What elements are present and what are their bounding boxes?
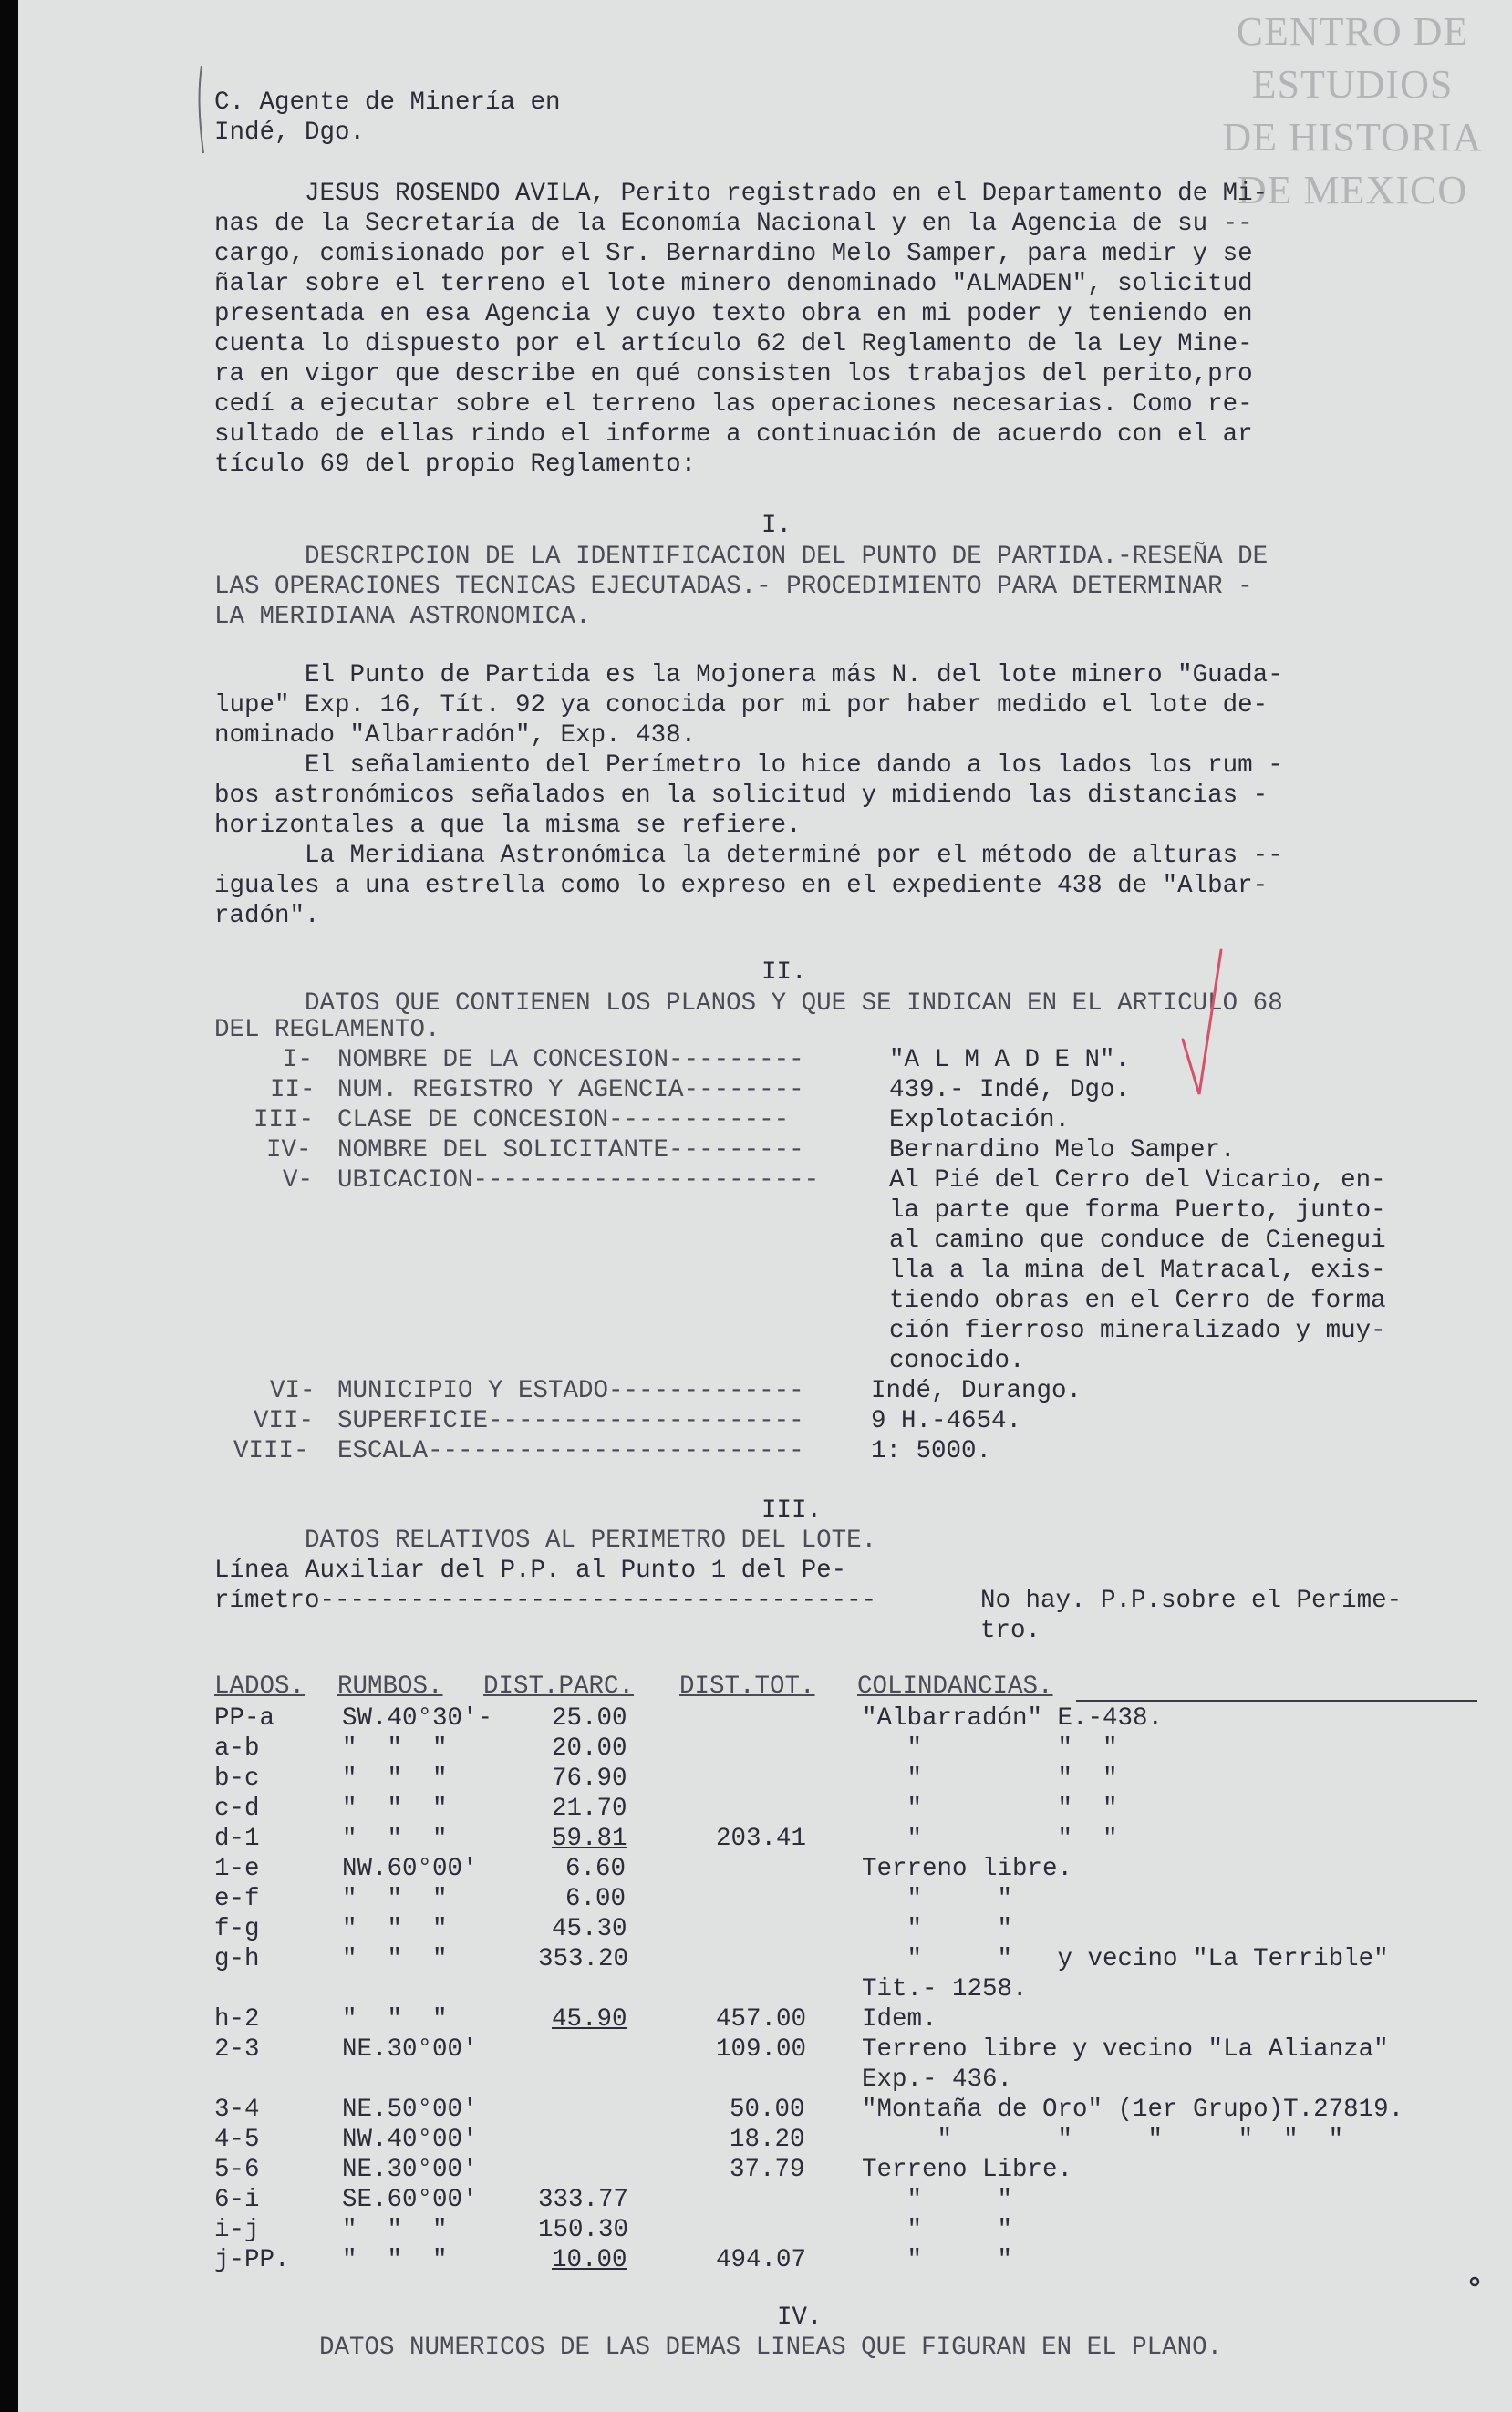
item-value: al camino que conduce de Cienegui: [889, 1227, 1386, 1255]
cell-parc: 10.00: [552, 2246, 627, 2274]
table-header-rumbos: RUMBOS.: [337, 1672, 443, 1701]
cell-rumbo: " " ": [342, 1795, 448, 1823]
cell-rumbo: " " ": [342, 1734, 448, 1763]
intro-line: cuenta lo dispuesto por el artículo 62 del Reglamento de la Ley Mine-: [214, 330, 1253, 358]
section-heading: DEL REGLAMENTO.: [214, 1016, 440, 1044]
table-header-dist-parc: DIST.PARC.: [483, 1672, 635, 1701]
intro-line: cedí a ejecutar sobre el terreno las operaciones necesarias. Como re-: [214, 390, 1253, 419]
cell-parc: 25.00: [552, 1704, 627, 1733]
section-heading: DATOS NUMERICOS DE LAS DEMAS LINEAS QUE FIGURAN EN EL PLANO.: [319, 2334, 1223, 2362]
section-number: III.: [761, 1496, 823, 1525]
cell-parc: 45.90: [552, 2005, 627, 2034]
cell-lado: d-1: [214, 1825, 260, 1853]
item-value: ción fierroso mineralizado y muy-: [889, 1317, 1386, 1345]
cell-colindancia: " " y vecino "La Terrible": [862, 1945, 1389, 1973]
cell-rumbo: NW.40°00': [342, 2126, 478, 2154]
cell-parc: 21.70: [552, 1795, 627, 1823]
cell-rumbo: " " ": [342, 2246, 448, 2274]
table-header-dist-tot: DIST.TOT.: [679, 1672, 815, 1701]
cell-lado: 6-i: [214, 2186, 260, 2214]
item-value: la parte que forma Puerto, junto-: [889, 1196, 1386, 1225]
watermark-line: DE MEXICO: [1237, 168, 1468, 212]
section-number: II.: [761, 958, 807, 987]
cell-tot: 109.00: [716, 2035, 807, 2064]
table-header-lados: LADOS.: [214, 1672, 306, 1701]
intro-line: ra en vigor que describe en qué consisten los trabajos del perito,pro: [214, 360, 1253, 388]
cell-lado: 5-6: [214, 2156, 260, 2184]
intro-line: ñalar sobre el terreno el lote minero denominado "ALMADEN", solicitud: [214, 270, 1253, 298]
cell-colindancia: " ": [862, 2186, 1013, 2214]
cell-lado: a-b: [214, 1734, 260, 1763]
section-heading: DATOS QUE CONTIENEN LOS PLANOS Y QUE SE INDICAN EN EL ARTICULO 68: [214, 989, 1283, 1018]
section-body-line: iguales a una estrella como lo expreso en el expediente 438 de "Albar-: [214, 872, 1269, 900]
cell-rumbo: " " ": [342, 1915, 448, 1943]
item-value: 1: 5000.: [871, 1437, 992, 1465]
item-number: III-: [254, 1106, 315, 1134]
item-number: I-: [283, 1046, 314, 1074]
cell-colindancia: Terreno libre y vecino "La Alianza": [862, 2035, 1389, 2064]
address-line-1: C. Agente de Minería en: [214, 88, 561, 117]
cell-colindancia: " ": [862, 1885, 1013, 1913]
cell-rumbo: " " ": [342, 2005, 448, 2034]
item-number: IV-: [266, 1136, 312, 1165]
cell-colindancia: " ": [862, 2246, 1013, 2274]
cell-lado: PP-a: [214, 1704, 275, 1733]
cell-colindancia: Tit.- 1258.: [862, 1975, 1028, 2003]
cell-rumbo: NE.30°00': [342, 2035, 478, 2064]
section-body-line: nominado "Albarradón", Exp. 438.: [214, 721, 697, 750]
item-value: Bernardino Melo Samper.: [889, 1136, 1236, 1165]
cell-lado: c-d: [214, 1795, 260, 1823]
section-body-line: bos astronómicos señalados en la solicitud y midiendo las distancias -: [214, 782, 1269, 810]
section-heading: LA MERIDIANA ASTRONOMICA.: [214, 603, 591, 631]
cell-parc: 20.00: [552, 1734, 627, 1763]
cell-colindancia: " " ": [862, 1734, 1118, 1763]
cell-tot: 50.00: [730, 2096, 805, 2124]
intro-line: nas de la Secretaría de la Economía Nacional y en la Agencia de su --: [214, 210, 1253, 238]
margin-mark-icon: [196, 64, 211, 155]
margin-dot-icon: [1468, 2275, 1481, 2288]
section-body-line: horizontales a que la misma se refiere.: [214, 812, 802, 840]
item-label: NOMBRE DE LA CONCESION---------: [337, 1046, 804, 1074]
cell-rumbo: " " ": [342, 1825, 448, 1853]
item-number: VII-: [254, 1407, 315, 1435]
section-number: IV.: [777, 2303, 823, 2332]
cell-rumbo: " " ": [342, 1945, 448, 1973]
section-number: I.: [761, 512, 792, 540]
cell-tot: 203.41: [716, 1825, 807, 1853]
item-label: NOMBRE DEL SOLICITANTE---------: [337, 1136, 804, 1165]
cell-rumbo: SE.60°00': [342, 2186, 478, 2214]
red-check-mark-icon: [1181, 948, 1227, 1103]
cell-rumbo: NE.50°00': [342, 2096, 478, 2124]
item-number: VI-: [270, 1377, 316, 1405]
item-value: 439.- Indé, Dgo.: [889, 1076, 1131, 1104]
address-line-2: Indé, Dgo.: [214, 119, 366, 147]
item-number: VIII-: [233, 1437, 309, 1465]
item-value: "A L M A D E N".: [889, 1046, 1131, 1074]
cell-parc: 333.77: [538, 2186, 629, 2214]
item-label: SUPERFICIE---------------------: [337, 1407, 804, 1435]
section-body-line: La Meridiana Astronómica la determiné por el método de alturas --: [214, 842, 1283, 870]
cell-rumbo: " " ": [342, 1885, 448, 1913]
cell-colindancia: "Montaña de Oro" (1er Grupo)T.27819.: [862, 2096, 1404, 2124]
intro-line: cargo, comisionado por el Sr. Bernardino Melo Samper, para medir y se: [214, 240, 1253, 268]
cell-lado: 4-5: [214, 2126, 260, 2154]
intro-line: JESUS ROSENDO AVILA, Perito registrado en el Departamento de Mi-: [214, 180, 1269, 208]
cell-colindancia: " " " " " ": [862, 2126, 1344, 2154]
item-value: Explotación.: [889, 1106, 1071, 1134]
cell-colindancia: "Albarradón" E.-438.: [862, 1704, 1164, 1733]
cell-rumbo: " " ": [342, 1765, 448, 1793]
cell-tot: 37.79: [730, 2156, 805, 2184]
intro-line: presentada en esa Agencia y cuyo texto obra en mi poder y teniendo en: [214, 300, 1253, 328]
cell-parc: 6.00: [565, 1885, 627, 1913]
item-number: II-: [270, 1076, 316, 1104]
cell-lado: e-f: [214, 1885, 260, 1913]
item-value: 9 H.-4654.: [871, 1407, 1022, 1435]
cell-colindancia: " " ": [862, 1825, 1118, 1853]
cell-colindancia: Exp.- 436.: [862, 2065, 1013, 2094]
watermark-line: ESTUDIOS: [1251, 62, 1454, 107]
section-heading: LAS OPERACIONES TECNICAS EJECUTADAS.- PROCEDIMIENTO PARA DETERMINAR -: [214, 573, 1253, 601]
watermark-line: DE HISTORIA: [1222, 115, 1483, 160]
cell-rumbo: NE.30°00': [342, 2156, 478, 2184]
item-value: Indé, Durango.: [871, 1377, 1082, 1405]
cell-parc: 59.81: [552, 1825, 627, 1853]
cell-lado: f-g: [214, 1915, 260, 1943]
cell-parc: 353.20: [538, 1945, 629, 1973]
item-number: V-: [283, 1166, 314, 1195]
item-label: CLASE DE CONCESION------------: [337, 1106, 790, 1134]
cell-lado: g-h: [214, 1945, 260, 1973]
cell-parc: 150.30: [538, 2216, 629, 2244]
cell-lado: i-j: [214, 2216, 260, 2244]
cell-tot: 494.07: [716, 2246, 807, 2274]
cell-colindancia: Terreno libre.: [862, 1855, 1073, 1883]
section-heading: DESCRIPCION DE LA IDENTIFICACION DEL PUNTO DE PARTIDA.-RESEÑA DE: [214, 543, 1269, 571]
aux-line-value: No hay. P.P.sobre el Períme-: [980, 1587, 1403, 1615]
item-label: NUM. REGISTRO Y AGENCIA--------: [337, 1076, 804, 1104]
cell-rumbo: " " ": [342, 2216, 448, 2244]
aux-line-label: Línea Auxiliar del P.P. al Punto 1 del Pe-: [214, 1557, 847, 1585]
cell-lado: h-2: [214, 2005, 260, 2034]
cell-lado: j-PP.: [214, 2246, 290, 2274]
cell-lado: 2-3: [214, 2035, 260, 2064]
intro-line: sultado de ellas rindo el informe a continuación de acuerdo con el ar: [214, 420, 1253, 449]
aux-line-value: tro.: [980, 1617, 1041, 1645]
section-heading: DATOS RELATIVOS AL PERIMETRO DEL LOTE.: [214, 1527, 877, 1555]
section-body-line: lupe" Exp. 16, Tít. 92 ya conocida por mi por haber medido el lote de-: [214, 691, 1269, 719]
cell-lado: b-c: [214, 1765, 260, 1793]
cell-parc: 6.60: [565, 1855, 627, 1883]
cell-parc: 76.90: [552, 1765, 627, 1793]
item-value: tiendo obras en el Cerro de forma: [889, 1287, 1386, 1315]
cell-colindancia: Idem.: [862, 2005, 937, 2034]
table-header-colindancias: COLINDANCIAS.: [857, 1672, 1053, 1701]
item-value: lla a la mina del Matracal, exis-: [889, 1257, 1386, 1285]
cell-colindancia: " ": [862, 2216, 1013, 2244]
section-body-line: radón".: [214, 902, 320, 930]
item-value: conocido.: [889, 1347, 1025, 1375]
item-label: UBICACION-----------------------: [337, 1166, 820, 1195]
document-page: [18, 0, 1512, 2412]
cell-rumbo: SW.40°30'-: [342, 1704, 493, 1733]
section-body-line: El señalamiento del Perímetro lo hice dando a los lados los rum -: [214, 751, 1283, 780]
cell-lado: 3-4: [214, 2096, 260, 2124]
cell-lado: 1-e: [214, 1855, 260, 1883]
cell-tot: 18.20: [730, 2126, 805, 2154]
cell-colindancia: " " ": [862, 1795, 1118, 1823]
item-label: MUNICIPIO Y ESTADO-------------: [337, 1377, 804, 1405]
cell-tot: 457.00: [716, 2005, 807, 2034]
item-label: ESCALA-------------------------: [337, 1437, 804, 1465]
cell-parc: 45.30: [552, 1915, 627, 1943]
cell-colindancia: " ": [862, 1915, 1013, 1943]
cell-colindancia: " " ": [862, 1765, 1118, 1793]
header-underline: [1076, 1700, 1477, 1702]
aux-line-label: rímetro-------------------------------------: [214, 1587, 877, 1615]
cell-colindancia: Terreno Libre.: [862, 2156, 1073, 2184]
intro-line: tículo 69 del propio Reglamento:: [214, 450, 697, 479]
section-body-line: El Punto de Partida es la Mojonera más N. del lote minero "Guada-: [214, 661, 1283, 689]
watermark-line: CENTRO DE: [1236, 9, 1469, 54]
item-value: Al Pié del Cerro del Vicario, en-: [889, 1166, 1386, 1195]
cell-rumbo: NW.60°00': [342, 1855, 478, 1883]
